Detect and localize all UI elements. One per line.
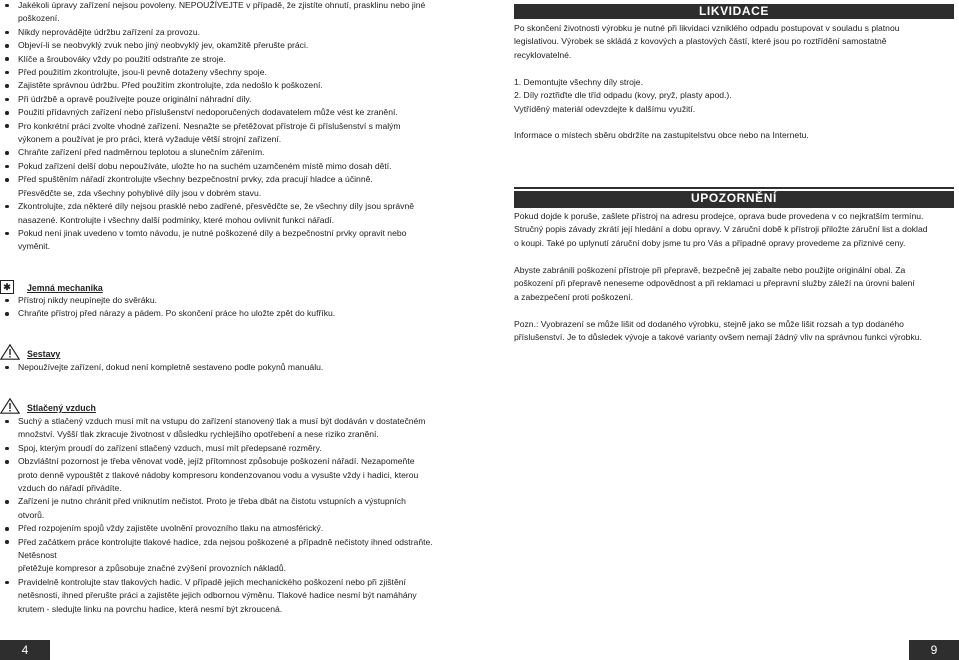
list-item: Klíče a šroubováky vždy po použití odstraňte ze stroje. [0, 53, 455, 66]
list-item-continuation: přetěžuje kompresor a způsobuje značné zvýšení provozních nákladů. [18, 563, 286, 574]
list-item: Zařízení je nutno chránit před vniknutím nečistot. Proto je třeba dbát na čistotu vstupních a výstupních [0, 495, 460, 508]
asterisk-box-icon: ✱ [0, 280, 14, 294]
mechanics-list [0, 294, 455, 321]
list-item: Pro konkrétní práci zvolte vhodné zařízení. Nesnažte se přetěžovat přístroje či příslušenství s malým [0, 120, 455, 133]
list-item-continuation: výkonem a používat je pro práci, která vyžaduje větší strojní zařízení. [18, 134, 282, 145]
list-item: Nikdy neprovádějte údržbu zařízení za provozu. [0, 26, 455, 39]
warning-bottom-rule [514, 206, 954, 208]
air-title: Stlačený vzduch [27, 403, 96, 413]
text-line: a zabezpečení proti poškození. [514, 291, 633, 302]
warning-top-rule [514, 187, 954, 189]
warning-triangle-icon [0, 398, 20, 414]
list-item: Objeví-li se neobvyklý zvuk nebo jiný neobvyklý jev, okamžitě přerušte práci. [0, 39, 455, 52]
air-heading [0, 398, 96, 414]
list-item: Při údržbě a opravě používejte pouze originální náhradní díly. [0, 93, 455, 106]
text-line: Vytříděný materiál odevzdejte k dalšímu využití. [514, 103, 696, 114]
text-line: poškození při přepravě neneseme odpovědnost a při reklamaci u přepravní služby záleží na úrovni balení [514, 278, 915, 289]
text-line: recyklovatelné. [514, 49, 572, 60]
mechanics-heading [0, 280, 103, 294]
warning-triangle-icon [0, 344, 20, 360]
list-item: Před použitím zkontrolujte, jsou-li pevně dotaženy všechny spoje. [0, 66, 455, 79]
list-item: Zajistěte správnou údržbu. Před použitím zkontrolujte, zda nedošlo k poškození. [0, 79, 455, 92]
list-item-continuation: Přesvědčte se, zda všechny pohyblivé díly jsou v dobrém stavu. [18, 187, 262, 198]
list-item: Chraňte zařízení před nadměrnou teplotou a slunečním zářením. [0, 146, 455, 159]
list-item: Před spuštěním nářadí zkontrolujte všechny bezpečnostní prvky, zda pracují hladce a účinně. [0, 173, 455, 186]
page-number-left: 4 [0, 640, 50, 660]
list-item: Přístroj nikdy neupínejte do svěráku. [0, 294, 455, 307]
list-item-continuation: netěsnosti, ihned přerušte práci a zajistěte jejich odbornou výměnu. Tlakové hadice nesmí být namáhány [18, 590, 417, 601]
warning-heading: UPOZORNĚNÍ [514, 191, 954, 206]
list-item-continuation: nasazené. Kontrolujte i všechny další podmínky, které mohou ovlivnit funkci nářadí. [18, 214, 335, 225]
text-line: příslušenství. Je to důsledek vývoje a takové varianty ovšem nemají žádný vliv na správnou funkci výrobku. [514, 332, 922, 343]
disposal-paragraph [514, 22, 954, 62]
list-item: Suchý a stlačený vzduch musí mít na vstupu do zařízení stanovený tlak a musí být dodáván v dostatečném [0, 415, 460, 428]
disposal-steps [514, 76, 954, 116]
text-line: o koupi. Také po uplynutí záruční doby jsme tu pro Vás a případné opravy provedeme za přiznivé ceny. [514, 237, 906, 248]
text-line: legislativou. Výrobek se skládá z kovových a plastových částí, které jsou po roztřídění samostatně [514, 36, 887, 47]
list-item: Před začátkem práce kontrolujte tlakové hadice, zda nejsou poškozené a případně nečistoty ihned odstraňte. Netěsnost [0, 536, 460, 563]
list-item: Nepoužívejte zařízení, dokud není kompletně sestaveno podle pokynů manuálu. [0, 361, 455, 374]
list-item-continuation: vzduch do nářadí přivádíte. [18, 483, 122, 494]
mechanics-title: Jemná mechanika [27, 283, 103, 293]
list-item-continuation: množství. Vyšší tlak zkracuje životnost v důsledku rychlejšího opotřebení a nese riziko zranění. [18, 429, 379, 440]
text-line: 1. Demontujte všechny díly stroje. [514, 77, 643, 87]
list-item: Obzvláštní pozornost je třeba věnovat vodě, jejíž přítomnost způsobuje poškození nářadí. Nezapomeňte [0, 455, 460, 468]
text-line: 2. Díly roztřiďte dle tříd odpadu (kovy, pryž, plasty apod.). [514, 90, 732, 101]
list-item: Pokud není jinak uvedeno v tomto návodu, je nutné poškozené díly a bezpečnostní prvky opravit nebo [0, 227, 455, 240]
list-item: Použití přídavných zařízení nebo příslušenství nedoporučených dodavatelem může vést ke zranění. [0, 106, 455, 119]
list-item-continuation: vyměnit. [18, 241, 50, 252]
page-number-right: 9 [909, 640, 959, 660]
text-line: Pozn.: Vyobrazení se může lišit od dodaného výrobku, stejně jako se může lišit rozsah a typ dodaného [514, 319, 904, 329]
text-line: Abyste zabránili poškození přístroje při přepravě, bezpečně jej zabalte nebo použijte originální obal. Za [514, 265, 906, 275]
list-item-continuation: krutem - sledujte linku na povrchu hadice, která nesmí být zkroucená. [18, 603, 283, 614]
list-item: Pokud zařízení delší dobu nepoužíváte, uložte ho na suchém uzamčeném místě mimo dosah dětí. [0, 160, 455, 173]
disposal-info: Informace o místech sběru obdržíte na zastupitelstvu obce nebo na Internetu. [514, 130, 809, 140]
text-line: Po skončení životnosti výrobku je nutné při likvidaci vzniklého odpadu postupovat v souladu s platnou [514, 23, 900, 33]
list-item: Spoj, kterým proudí do zařízení stlačený vzduch, musí mít předepsané rozměry. [0, 442, 460, 455]
list-item: Zkontrolujte, zda některé díly nejsou prasklé nebo zadřené, přesvědčte se, že všechny díly jsou správně [0, 200, 455, 213]
assembly-list [0, 361, 455, 374]
intro-list [0, 0, 455, 254]
air-list [0, 415, 460, 616]
assembly-title: Sestavy [27, 349, 61, 359]
warning-paragraph-2 [514, 264, 954, 304]
list-item: Chraňte přístroj před nárazy a pádem. Po skončení práce ho uložte zpět do kufříku. [0, 307, 455, 320]
text-line: Stručný popis závady zkrátí její hledání a dobu opravy. V záruční době k přístroji přiložte záruční list a doklad [514, 224, 928, 235]
warning-paragraph-1 [514, 210, 954, 250]
list-item: Jakékoli úpravy zařízení nejsou povoleny. NEPOUŽÍVEJTE v případě, že zjistíte ohnutí, prasklinu nebo jiné [0, 0, 455, 12]
list-item: Před rozpojením spojů vždy zajistěte uvolnění provozního tlaku na atmosférický. [0, 522, 460, 535]
disposal-heading: LIKVIDACE [514, 4, 954, 19]
list-item-continuation: proto denně vypouštět z tlakové nádoby kompresoru kondenzovanou vodu a vysušte vždy i hadici, kterou [18, 469, 419, 480]
list-item: Pravidelně kontrolujte stav tlakových hadic. V případě jejich mechanického poškození nebo při zjištění [0, 576, 460, 589]
list-item-continuation: otvorů. [18, 509, 45, 520]
list-item-continuation: poškození. [18, 13, 60, 24]
warning-paragraph-3 [514, 318, 954, 345]
assembly-heading [0, 344, 60, 360]
text-line: Pokud dojde k poruše, zašlete přístroj na adresu prodejce, oprava bude provedena v co nejkratším termínu. [514, 211, 924, 221]
